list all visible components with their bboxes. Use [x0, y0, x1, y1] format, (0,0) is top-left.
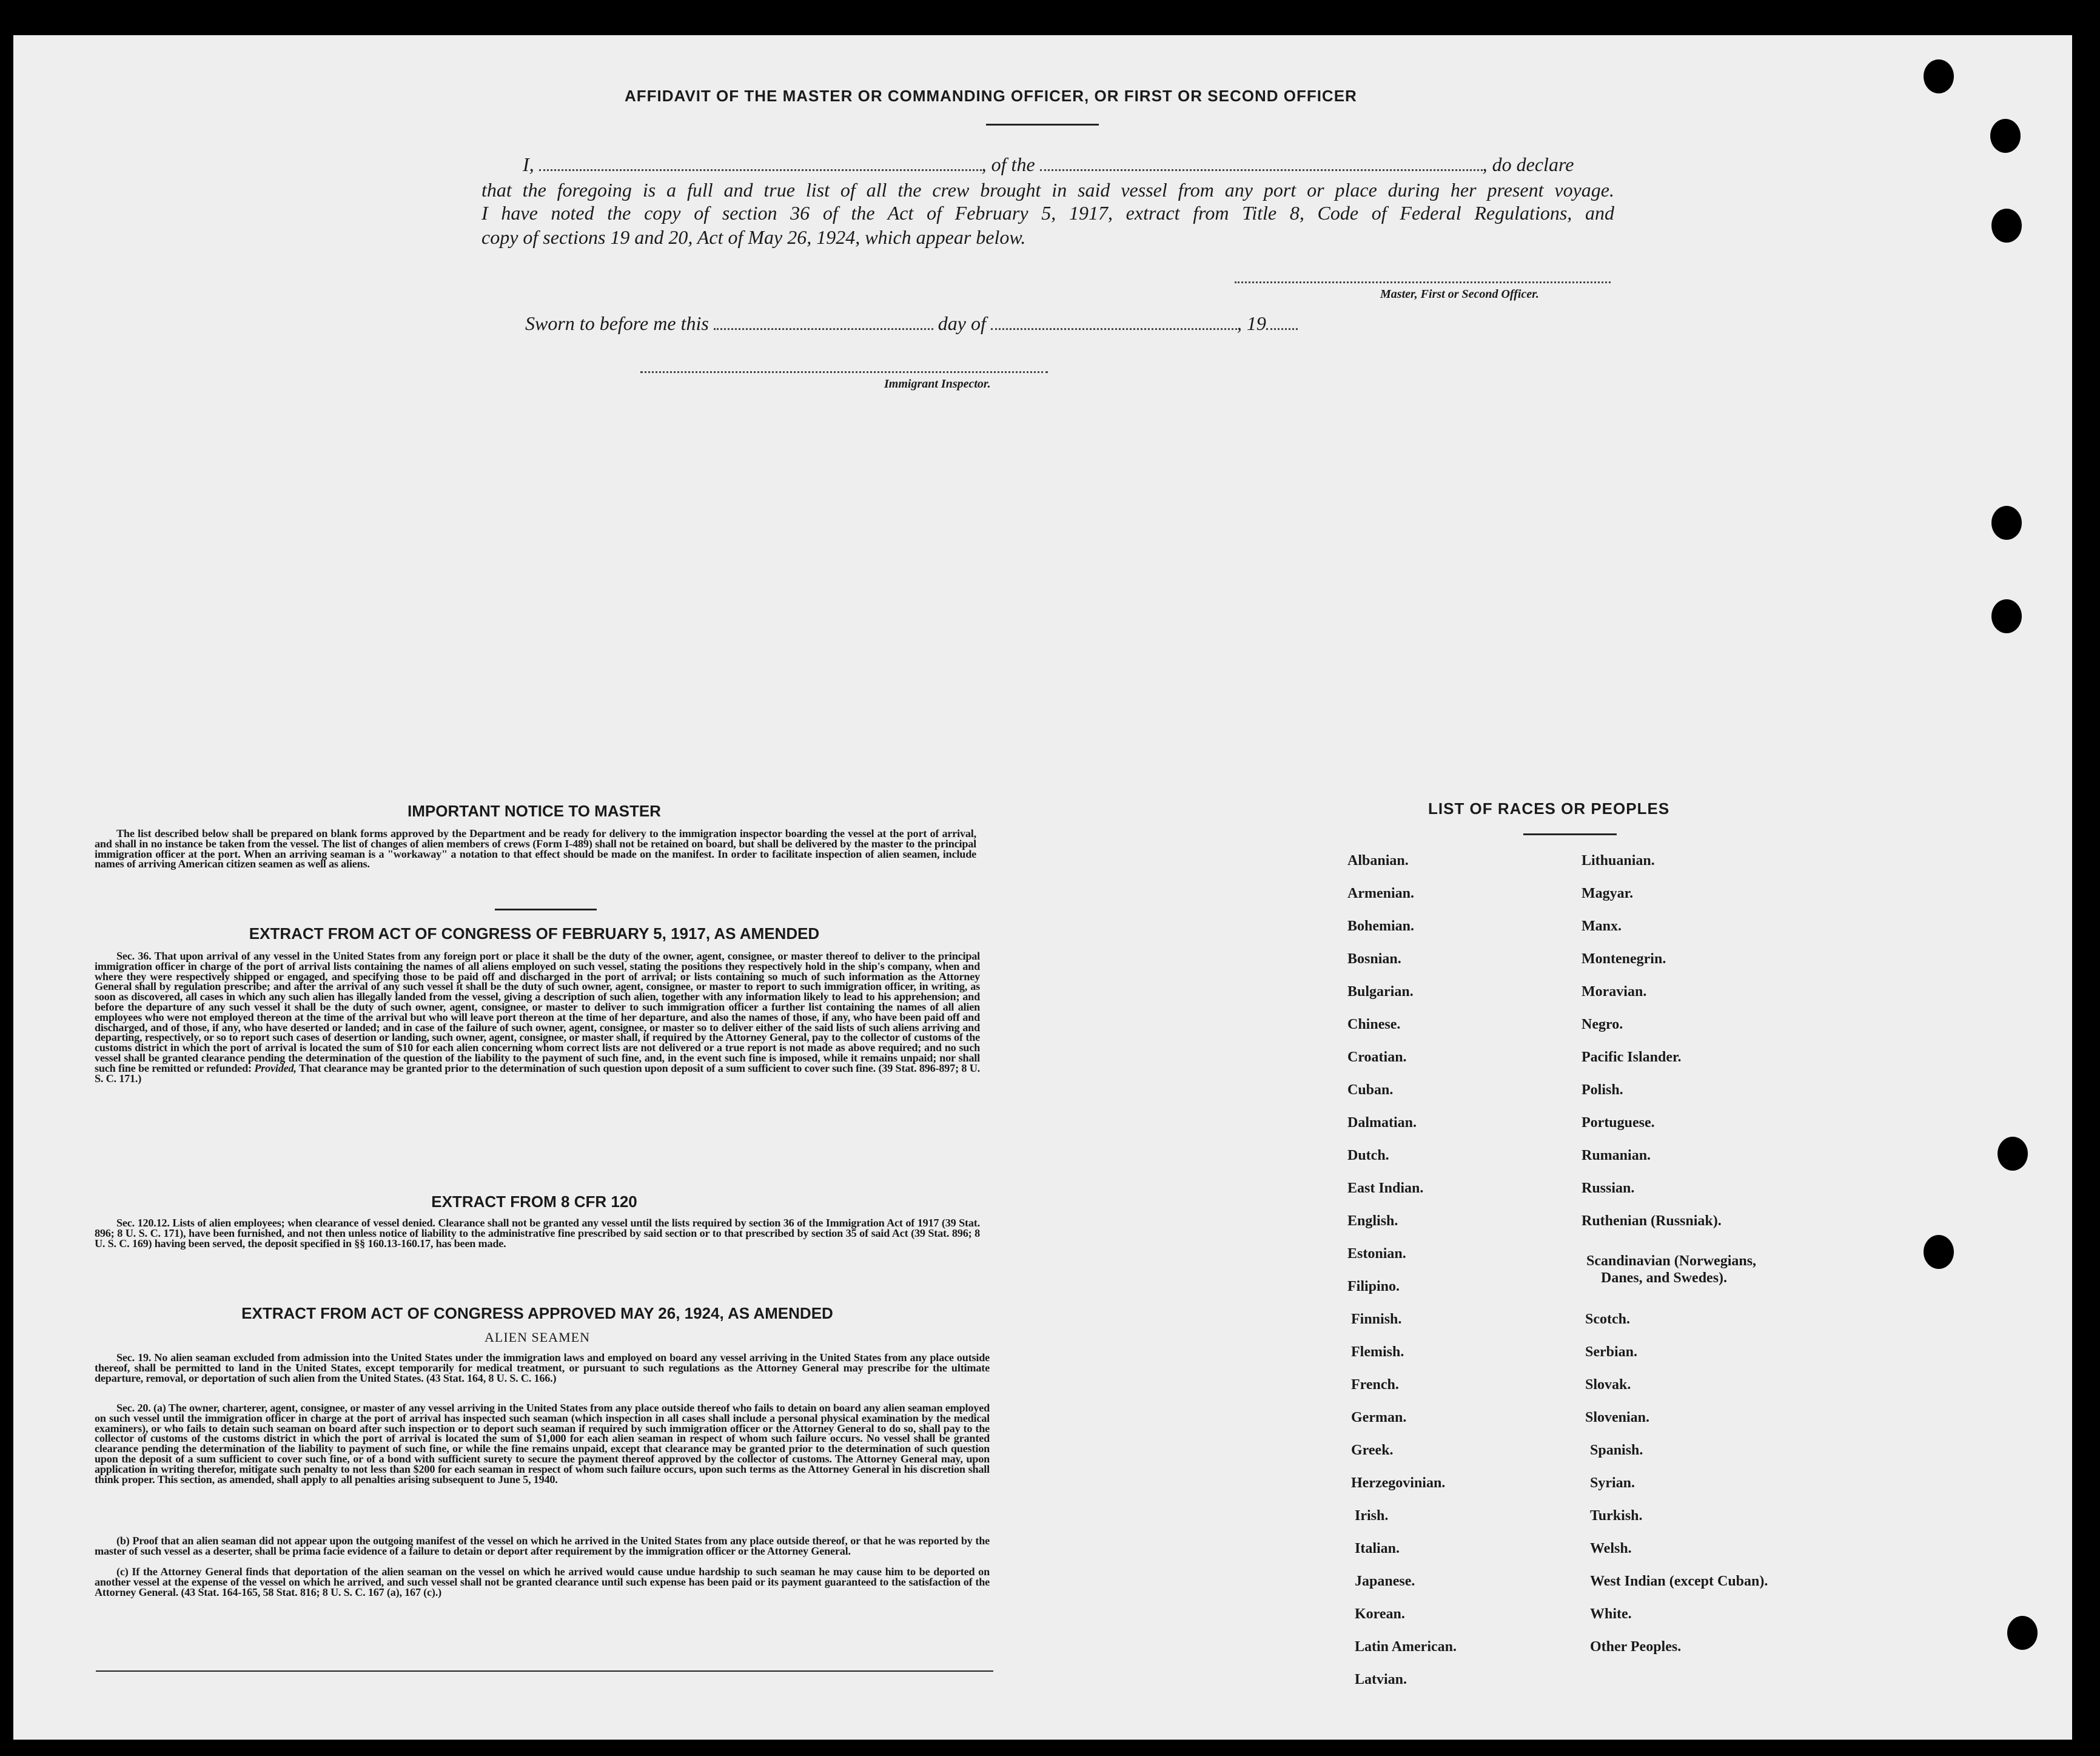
race-item: Cuban. [1347, 1082, 1394, 1098]
race-item: Japanese. [1355, 1573, 1415, 1589]
race-item: Italian. [1355, 1541, 1400, 1556]
race-item: Scotch. [1585, 1311, 1630, 1327]
race-item: Russian. [1582, 1180, 1635, 1196]
race-item: Negro. [1582, 1017, 1623, 1032]
inspector-signature-line[interactable] [640, 371, 1048, 373]
alien-seamen-subtitle: ALIEN SEAMEN [485, 1330, 590, 1345]
race-item: Filipino. [1347, 1279, 1400, 1294]
race-item: Rumanian. [1582, 1148, 1651, 1163]
race-item: Turkish. [1590, 1508, 1643, 1524]
section-20a-text: Sec. 20. (a) The owner, charterer, agent, consignee, or master of any vessel arriving in the United States from any place outside thereof who fails to detain on board any alien seaman employed on such vessel until the immigration officer in charge at the port of arrival has inspected such seaman (which inspection in all cases shall include a personal physical examination by the medical examiners), or who fails to detain such seaman on board after such inspection or to deport such seaman if required by such immigration officer or the Attorney General to do so, shall pay to the collector of customs of the customs district in which the port of arrival is located the sum of $1,000 for each alien seaman in respect of whom such failure occurs. No vessel shall be granted clearance pending the determination of the liability to payment of such fine, or while the fine remains unpaid, except that clearance may be granted prior to the determination of such question upon the deposit of a sum sufficient to cover such fine, or of a bond with sufficient surety to secure the payment thereof approved by the collector of customs. The Attorney General may, upon application in writing therefor, mitigate such penalty to not less than $200 for each seaman in respect of whom such failure occurs, upon such terms as the Attorney General in his discretion shall think proper. This section, as amended, shall apply to all penalties arising subsequent to June 5, 1940. [95, 1402, 990, 1485]
race-item: Danes, and Swedes). [1601, 1270, 1728, 1286]
affidavit-title: AFFIDAVIT OF THE MASTER OR COMMANDING OFFICER, OR FIRST OR SECOND OFFICER [625, 87, 1357, 105]
race-item: Irish. [1355, 1508, 1389, 1524]
race-item: Finnish. [1351, 1311, 1402, 1327]
race-item: Welsh. [1590, 1541, 1632, 1556]
declaration-line-3: I have noted the copy of section 36 of the Act of February 5, 1917, extract from Title 8, Code of Federal Regulations, and [481, 202, 1614, 224]
race-item: Montenegrin. [1582, 951, 1666, 967]
race-item: Herzegovinian. [1351, 1475, 1446, 1491]
race-item: Bosnian. [1347, 951, 1401, 967]
race-item: Serbian. [1585, 1344, 1638, 1360]
race-item: English. [1347, 1213, 1398, 1229]
vessel-name-field[interactable] [1040, 152, 1483, 171]
race-item: Greek. [1351, 1442, 1394, 1458]
race-item: Spanish. [1590, 1442, 1643, 1458]
races-divider [1523, 833, 1617, 835]
extract-1917-text-a: Sec. 36. That upon arrival of any vessel in the United States from any foreign port or place it shall be the duty of the owner, agent, consignee, or master thereof to deliver to the principal immigration officer in charge of the port of arrival lists containing the names of all aliens employed on such vessel, stating the positions they respectively hold in the ship's company, when and where they were respectively shipped or engaged, and specifying those to be paid off and discharged in the port of arrival; or lists containing so much of such information as the Attorney General shall by regulation prescribe; and after the arrival of any such vessel it shall be the duty of such owner, agent, consignee, or master to report to such immigration officer, in writing, as soon as discovered, all cases in which any such alien has illegally landed from the vessel, giving a description of such alien, together with any information likely to lead to his apprehension; and before the departure of any such vessel it shall be the duty of such owner, agent, consignee, or master to deliver to such immigration officer a further list containing the names of all alien employees who were not employed thereon at the time of the arrival but who will leave port thereon at the time of her departure, and also the names of those, if any, who have been paid off and discharged, and of those, if any, who have deserted or landed; and in case of the failure of such owner, agent, consignee, or master so to deliver either of the said lists of such aliens arriving and departing, respectively, or so to report such cases of desertion or landing, such owner, agent, consignee, or master shall, if required by the Attorney General, pay to the collector of customs of the customs district in which the port of arrival is located the sum of $10 for each alien concerning whom correct lists are not delivered or a true report is not made as above required; and no such vessel shall be granted clearance pending the determination of the question of the liability to the payment of such fine, and, in the event such fine is imposed, while it remains unpaid; nor shall such fine be remitted or refunded: [95, 950, 980, 1074]
race-item: Dalmatian. [1347, 1115, 1417, 1131]
race-item: Armenian. [1347, 886, 1414, 901]
race-item: Bohemian. [1347, 918, 1415, 934]
day-of-label: day of [938, 312, 986, 334]
race-item: Magyar. [1582, 886, 1634, 901]
race-item: West Indian (except Cuban). [1590, 1573, 1768, 1589]
race-item: Pacific Islander. [1582, 1049, 1682, 1065]
race-item: White. [1590, 1606, 1632, 1622]
binder-hole [1990, 119, 2021, 153]
race-item: Ruthenian (Russniak). [1582, 1213, 1722, 1229]
race-item: Estonian. [1347, 1246, 1406, 1262]
race-item: Manx. [1582, 918, 1622, 934]
race-item: Korean. [1355, 1606, 1405, 1622]
race-item: Slovenian. [1585, 1410, 1650, 1425]
declaration-line-1 [523, 152, 1574, 177]
binder-hole [1924, 59, 1954, 93]
declaration-line-2: that the foregoing is a full and true list of all the crew brought in said vessel from any port or place during her present voyage. [481, 179, 1614, 201]
bottom-rule [96, 1670, 993, 1672]
sworn-label: Sworn to before me this [525, 312, 709, 334]
section-20c-text: (c) If the Attorney General finds that deportation of the alien seaman on the vessel on which he arrived would cause undue hardship to such seaman he may cause him to be deported on another vessel at the expense of the vessel on which he arrived, and such vessel shall not be granted clearance until such expense has been paid or its payment guaranteed to the satisfaction of the Attorney General. (43 Stat. 164-165, 58 Stat. 816; 8 U. S. C. 167 (a), 167 (c).) [95, 1566, 990, 1598]
binder-hole [1991, 209, 2022, 243]
binder-hole [1924, 1235, 1954, 1269]
notice-text: The list described below shall be prepared on blank forms approved by the Department and be ready for delivery to the immigration inspector boarding the vessel at the port of arrival, and shall in no instance be taken from the vessel. The list of changes of alien members of crews (Form I-489) shall not be retained on board, but shall be delivered by the master to the principal immigration officer at the port. When an arriving seaman is a "workaway" a notation to that effect should be made on the manifest. In order to facilitate inspection of alien seamen, include names of arriving American citizen seamen as well as aliens. [95, 827, 976, 870]
extract-cfr-text: Sec. 120.12. Lists of alien employees; when clearance of vessel denied. Clearance shall not be granted any vessel until the lists required by section 36 of the Immigration Act of 1917 (39 Stat. 896; 8 U. S. C. 171), have been furnished, and not then unless notice of liability to the administrative fine prescribed by said section or to that prescribed by section 35 of said Act (39 Stat. 896; 8 U. S. C. 169) having been served, the deposit specified in §§ 160.13-160.17, has been made. [95, 1217, 980, 1250]
race-item: Chinese. [1347, 1017, 1401, 1032]
section-20b-text: (b) Proof that an alien seaman did not appear upon the outgoing manifest of the vessel on which he arrived in the United States from any place outside thereof, or that he was reported by the master of such vessel as a deserter, shall be prima facie evidence of a failure to detain or deport after requirement by the immigration officer or the Attorney General. [95, 1535, 990, 1557]
race-item: Other Peoples. [1590, 1639, 1682, 1655]
race-item: Syrian. [1590, 1475, 1635, 1491]
races-title: LIST OF RACES OR PEOPLES [1428, 799, 1670, 818]
extract-1924-title: EXTRACT FROM ACT OF CONGRESS APPROVED MAY 26, 1924, AS AMENDED [241, 1304, 833, 1322]
binder-hole [1991, 599, 2022, 633]
master-signature-line[interactable] [1235, 281, 1611, 283]
race-item: Flemish. [1351, 1344, 1404, 1360]
of-the-label: , of the [981, 153, 1035, 175]
binder-hole [2007, 1616, 2038, 1650]
extract-1917-text-b: That clearance may be granted prior to the determination of such question upon deposit of a sum sufficient to cover such fine. (39 Stat. 896-897; 8 U. S. C. 171.) [95, 1061, 980, 1085]
notice-title: IMPORTANT NOTICE TO MASTER [408, 802, 661, 820]
race-item: Albanian. [1347, 853, 1409, 869]
officer-name-field[interactable] [539, 152, 982, 171]
inspector-signature-caption: Immigrant Inspector. [884, 377, 991, 391]
sworn-line [525, 311, 1298, 336]
binder-hole [1998, 1137, 2028, 1171]
extract-1917-text [95, 951, 980, 1083]
race-item: Bulgarian. [1347, 984, 1414, 1000]
extract-1917-title: EXTRACT FROM ACT OF CONGRESS OF FEBRUARY 5, 1917, AS AMENDED [249, 924, 820, 943]
do-declare-label: , do declare [1482, 153, 1574, 175]
race-item: Latin American. [1355, 1639, 1457, 1655]
provided-word: Provided, [254, 1061, 297, 1074]
race-item: Scandinavian (Norwegians, [1586, 1253, 1757, 1269]
title-divider [986, 124, 1099, 126]
sworn-month-field[interactable] [991, 311, 1237, 330]
extract-cfr-title: EXTRACT FROM 8 CFR 120 [431, 1193, 637, 1211]
race-item: Polish. [1582, 1082, 1623, 1098]
race-item: Slovak. [1585, 1377, 1631, 1393]
binder-hole [1991, 506, 2022, 540]
race-item: East Indian. [1347, 1180, 1424, 1196]
race-item: Moravian. [1582, 984, 1647, 1000]
race-item: German. [1351, 1410, 1407, 1425]
race-item: Lithuanian. [1582, 853, 1655, 869]
sworn-day-field[interactable] [714, 311, 933, 330]
i-label: I, [523, 153, 534, 175]
race-item: Dutch. [1347, 1148, 1389, 1163]
race-item: French. [1351, 1377, 1399, 1393]
year-label: , 19 [1236, 312, 1266, 334]
race-item: Croatian. [1347, 1049, 1407, 1065]
race-item: Latvian. [1355, 1672, 1407, 1687]
master-signature-caption: Master, First or Second Officer. [1380, 288, 1539, 301]
declaration-line-4: copy of sections 19 and 20, Act of May 26, 1924, which appear below. [481, 226, 1026, 248]
sworn-year-field[interactable] [1266, 311, 1298, 330]
notice-divider [495, 909, 597, 910]
section-19-text: Sec. 19. No alien seaman excluded from admission into the United States under the immigration laws and employed on board any vessel arriving in the United States from any place outside thereof, shall be permitted to land in the United States, except temporarily for medical treatment, or pursuant to such regulations as the Attorney General may prescribe for the ultimate departure, removal, or deportation of such alien from the United States. (43 Stat. 164, 8 U. S. C. 166.) [95, 1351, 990, 1384]
race-item: Portuguese. [1582, 1115, 1655, 1131]
